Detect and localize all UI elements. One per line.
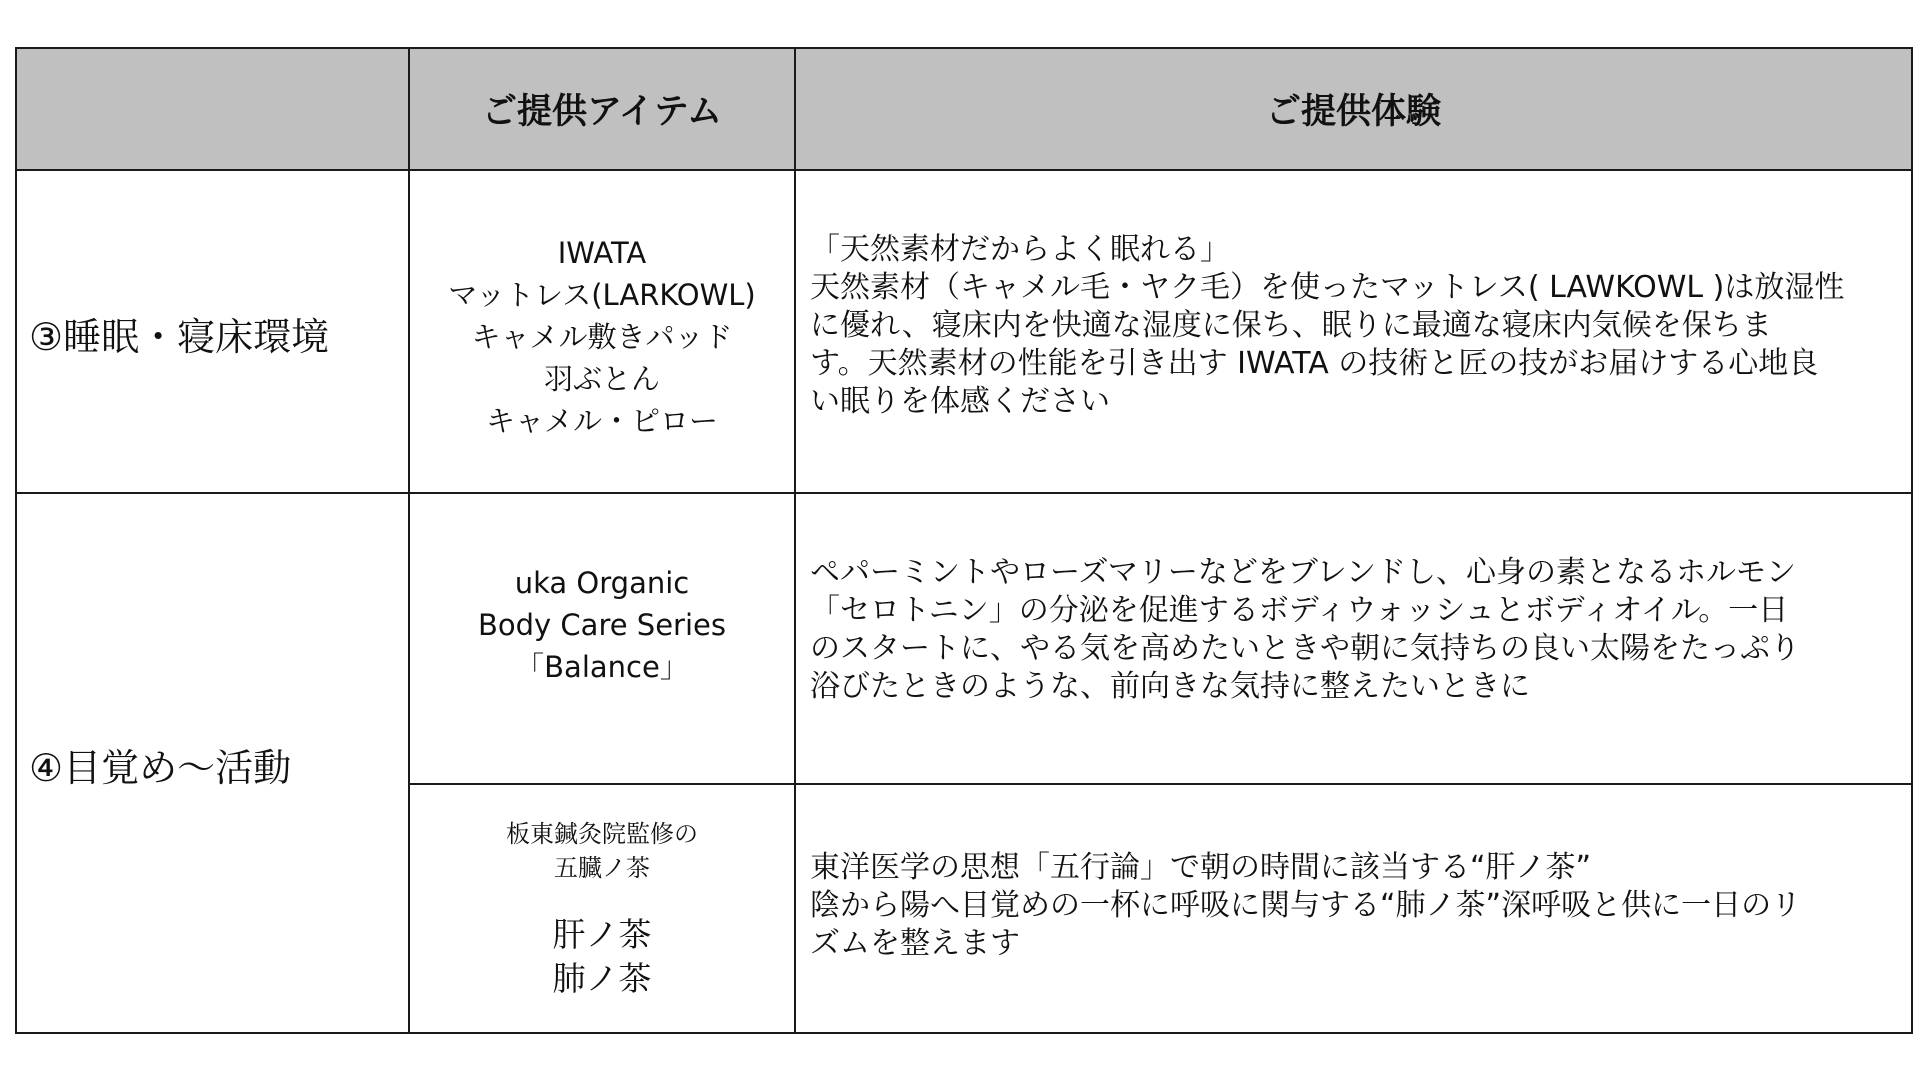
header-category xyxy=(16,48,409,170)
experience-line: ズムを整えます xyxy=(810,926,1020,962)
experience-line: 「セロトニン」の分泌を促進するボディウォッシュとボディオイル。一日 xyxy=(810,592,1789,628)
category-sleep: ③睡眠・寝床環境 xyxy=(16,170,409,493)
experience-line: 「天然素材だからよく眠れる」 xyxy=(810,232,1230,268)
item-line: IWATA xyxy=(557,235,647,270)
experience-line: 陰から陽へ目覚めの一杯に呼吸に関与する“肺ノ茶”深呼吸と供に一日のリ xyxy=(810,888,1802,924)
experience-line: す。天然素材の性能を引き出す IWATA の技術と匠の技がお届けする心地良 xyxy=(810,346,1819,382)
service-table xyxy=(15,47,1913,1034)
item-line: ｢Balance｣ xyxy=(529,649,675,684)
item-line: 肺ノ茶 xyxy=(552,958,652,998)
item-line: 羽ぶとん xyxy=(543,361,660,396)
item-line: キャメル・ピロー xyxy=(485,403,718,438)
experience-line: 天然素材（キャメル毛・ヤク毛）を使ったマットレス( LAWKOWL )は放湿性 xyxy=(810,270,1845,306)
table-row-sleep xyxy=(16,170,1912,493)
experience-sleep xyxy=(795,170,1912,493)
item-line: 肝ノ茶 xyxy=(552,914,652,954)
experience-line: のスタートに、やる気を高めたいときや朝に気持ちの良い太陽をたっぷり xyxy=(810,630,1800,666)
experience-line: い眠りを体感ください xyxy=(810,384,1110,420)
item-line: 五臓ノ茶 xyxy=(554,853,650,882)
item-line: Body Care Series xyxy=(478,607,726,642)
header-items: ご提供アイテム xyxy=(409,48,795,170)
experience-wake-a xyxy=(795,493,1912,785)
items-wake-b xyxy=(409,784,795,1033)
header-row xyxy=(16,48,1912,170)
item-line: 板東鍼灸院監修の xyxy=(506,819,698,848)
item-line: キャメル敷きパッド xyxy=(471,319,733,354)
experience-line: に優れ、寝床内を快適な湿度に保ち、眠りに最適な寝床内気候を保ちま xyxy=(810,308,1772,344)
category-wake: ④目覚め～活動 xyxy=(16,493,409,1033)
experience-line: 浴びたときのような、前向きな気持に整えたいときに xyxy=(810,668,1530,704)
header-experience: ご提供体験 xyxy=(795,48,1912,170)
experience-wake-b xyxy=(795,784,1912,1033)
experience-line: ペパーミントやローズマリーなどをブレンドし、心身の素となるホルモン xyxy=(810,554,1796,590)
table-row-wake-a xyxy=(16,493,1912,785)
item-line: uka Organic xyxy=(514,565,690,600)
experience-line: 東洋医学の思想「五行論」で朝の時間に該当する“肝ノ茶” xyxy=(810,850,1592,886)
items-wake-a xyxy=(409,493,795,785)
item-line: マットレス(LARKOWL) xyxy=(448,277,756,312)
items-sleep xyxy=(409,170,795,493)
